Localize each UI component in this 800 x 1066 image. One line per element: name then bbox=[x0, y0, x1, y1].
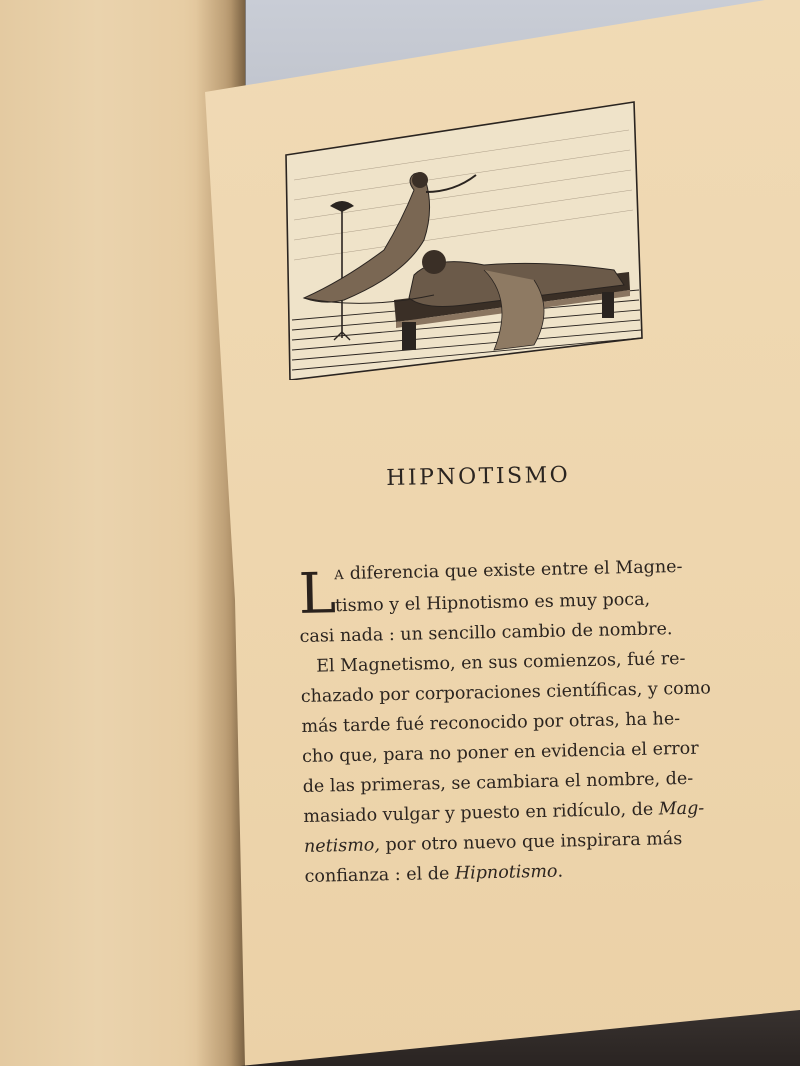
drop-cap: L bbox=[298, 561, 337, 627]
chapter-title: HIPNOTISMO bbox=[386, 462, 571, 491]
text-line: netismo, por otro nuevo que inspirara más bbox=[303, 829, 683, 857]
text-line: más tarde fué reconocido por otras, ha he- bbox=[301, 709, 681, 737]
body-text bbox=[298, 552, 712, 892]
text-line: El Magnetismo, en sus comienzos, fué re- bbox=[316, 648, 686, 677]
text-line: de las primeras, se cambiara el nombre, de- bbox=[302, 768, 694, 797]
text-line: chazado por corporaciones científicas, y como bbox=[300, 678, 712, 707]
engraving-sleeping-figure-icon bbox=[284, 100, 646, 380]
text-line: casi nada : un sencillo cambio de nombre. bbox=[299, 619, 673, 647]
text-line: tismo y el Hipnotismo es muy poca, bbox=[334, 589, 651, 617]
text-line: cho que, para no poner en evidencia el error bbox=[301, 738, 699, 767]
text-line: A diferencia que existe entre el Magne- bbox=[334, 556, 683, 585]
text-line: masiado vulgar y puesto en ridículo, de Mag- bbox=[303, 798, 705, 827]
text-line: confianza : el de Hipnotismo. bbox=[304, 861, 564, 887]
